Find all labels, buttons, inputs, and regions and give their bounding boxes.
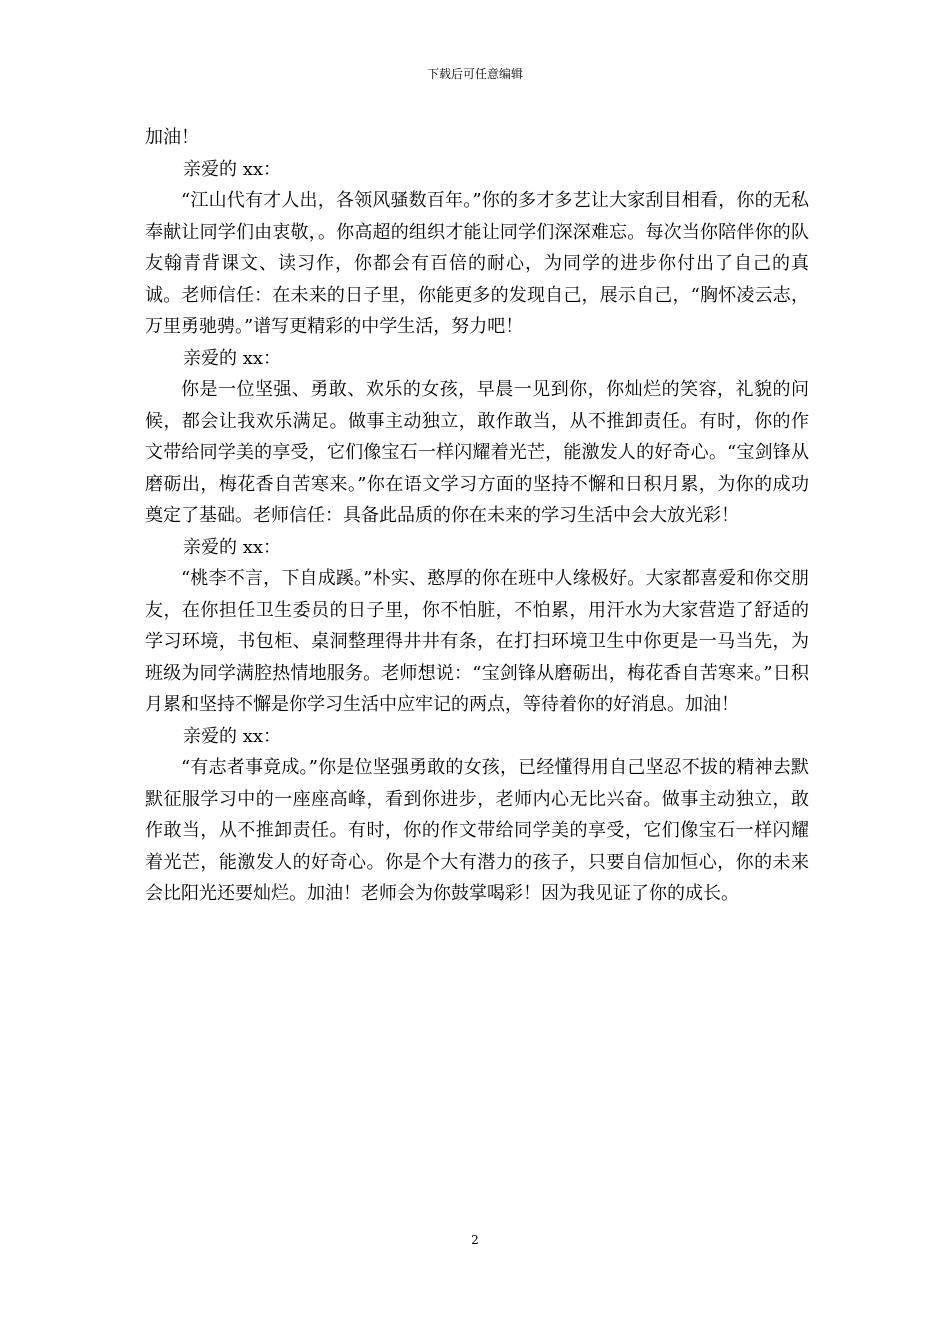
page-header: 下载后可任意编辑 <box>426 67 523 81</box>
document-body <box>145 122 809 910</box>
comment-paragraph-2: 你是一位坚强、勇敢、欢乐的女孩，早晨一见到你，你灿烂的笑容，礼貌的问候，都会让我欢乐满足。做事主动独立，敢作敢当，从不推卸责任。有时，你的作文带给同学美的享受，它们像宝石一样闪耀着光芒，能激发人的好奇心。“宝剑锋从磨砺出，梅花香自苦寒来。”你在语文学习方面的坚持不懈和日积月累，为你的成功奠定了基础。老师信任：具备此品质的你在未来的学习生活中会大放光彩！ <box>145 379 809 526</box>
salutation-4: 亲爱的 xx： <box>183 725 282 747</box>
comment-paragraph-4: “有志者事竟成。”你是位坚强勇敢的女孩，已经懂得用自己坚忍不拔的精神去默默征服学习中的一座座高峰，看到你进步，老师内心无比兴奋。做事主动独立，敢作敢当，从不推卸责任。有时，你的作文带给同学美的享受，它们像宝石一样闪耀着光芒，能激发人的好奇心。你是个大有潜力的孩子，只要自信加恒心，你的未来会比阳光还要灿烂。加油！老师会为你鼓掌喝彩！因为我见证了你的成长。 <box>145 757 809 904</box>
comment-paragraph-3: “桃李不言，下自成蹊。”朴实、憨厚的你在班中人缘极好。大家都喜爱和你交朋友，在你担任卫生委员的日子里，你不怕脏，不怕累，用汗水为大家营造了舒适的学习环境，书包柜、桌洞整理得井井有条，在打扫环境卫生中你更是一马当先，为班级为同学满腔热情地服务。老师想说：“宝剑锋从磨砺出，梅花香自苦寒来。”日积月累和坚持不懈是你学习生活中应牢记的两点，等待着你的好消息。加油！ <box>145 568 809 715</box>
salutation-2: 亲爱的 xx： <box>183 347 282 369</box>
paragraph-continuation: 加油！ <box>145 127 199 148</box>
comment-paragraph-1: “江山代有才人出，各领风骚数百年。”你的多才多艺让大家刮目相看，你的无私奉献让同学们由衷敬，。你高超的组织才能让同学们深深难忘。每次当你陪伴你的队友翰青背课文、读习作，你都会有百倍的耐心，为同学的进步你付出了自己的真诚。老师信任：在未来的日子里，你能更多的发现自己，展示自己，“胸怀凌云志，万里勇驰骋。”谱写更精彩的中学生活，努力吧！ <box>145 190 809 337</box>
page-number: 2 <box>471 1233 479 1247</box>
salutation-3: 亲爱的 xx： <box>183 536 282 558</box>
salutation-1: 亲爱的 xx： <box>183 158 282 180</box>
